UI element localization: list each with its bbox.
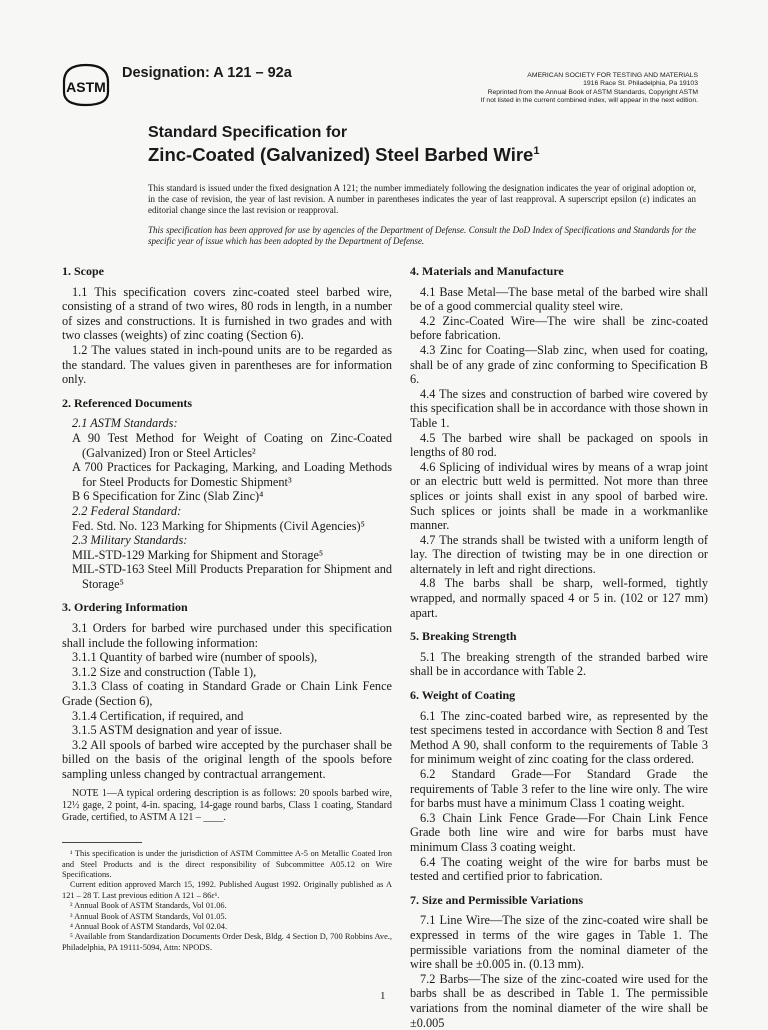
reference-item: MIL-STD-129 Marking for Shipment and Storage⁵	[72, 547, 324, 562]
note: NOTE 1—A typical ordering description is as follows: 20 spools barbed wire, 12½ gage, 2 point, 4-in. spacing, 14-gage round barbs, Class 1 coating, Standard Grade, certified, to ASTM A 121 – ____.	[62, 787, 392, 823]
paragraph: 7.1 Line Wire—The size of the zinc-coated wire shall be expressed in terms of the wire gages in Table 1. The permissible variations from the nominal diameter of the wire shall be ±0.005 in. (0.13 mm).	[410, 913, 708, 972]
section-heading: 1. Scope	[62, 264, 104, 278]
paragraph: 7.2 Barbs—The size of the zinc-coated wire used for the barbs shall be as described in Table 1. The permissible variations from the nominal diameter of the wire shall be ±0.005	[410, 971, 708, 1030]
footnote: ⁴ Annual Book of ASTM Standards, Vol 02.04.	[70, 922, 228, 932]
section-heading: 5. Breaking Strength	[410, 629, 517, 644]
designation: Designation: A 121 – 92a	[122, 65, 292, 81]
paragraph: 1.2 The values stated in inch-pound units are to be regarded as the standard. The values given in parentheses are for information only.	[62, 342, 392, 387]
section-heading: 4. Materials and Manufacture	[410, 264, 564, 278]
reference-item: B 6 Specification for Zinc (Slab Zinc)⁴	[72, 489, 264, 504]
reference-item: Fed. Std. No. 123 Marking for Shipments (Civil Agencies)⁵	[72, 518, 365, 533]
footnote: ² Annual Book of ASTM Standards, Vol 01.06.	[70, 901, 227, 911]
section-heading: 2. Referenced Documents	[62, 395, 193, 410]
publisher-line: Reprinted from the Annual Book of ASTM Standards, Copyright ASTM	[487, 88, 698, 96]
logo-text: ASTM	[66, 79, 106, 95]
paragraph: 4.6 Splicing of individual wires by means of a wrap joint or an electric butt weld is permitted. Not more than three splices or joints shall exist in any spool of barbed wire. Such splices or joints shall be made in a workmanlike manner.	[410, 459, 708, 533]
paragraph: 1.1 This specification covers zinc-coated steel barbed wire, consisting of a strand of two wires, 80 rods in length, in a number of sizes and constructions. It is furnished in two grades and with two classes (weights) of zinc coating (Section 6).	[62, 284, 392, 343]
paragraph: 6.4 The coating weight of the wire for barbs must be tested and certified prior to fabrication.	[410, 854, 708, 884]
footnote: ¹ This specification is under the jurisdiction of ASTM Committee A-5 on Metallic Coated Iron and Steel Products and is the direct responsibility of Subcommittee A05.12 on Wire Specifications.	[62, 849, 392, 880]
footnote-divider	[62, 842, 142, 843]
title-line-2	[148, 144, 539, 166]
title-text: Zinc-Coated (Galvanized) Steel Barbed Wire	[148, 144, 534, 165]
footnote: Current edition approved March 15, 1992. Published August 1992. Originally published as A 121 – 28 T. Last previous edition A 121 – 86ε¹.	[62, 880, 392, 900]
right-column	[410, 264, 708, 1030]
paragraph: 4.8 The barbs shall be sharp, well-formed, tightly wrapped, and normally spaced 4 or 5 in. (102 or 127 mm) apart.	[410, 576, 708, 620]
publisher-line: AMERICAN SOCIETY FOR TESTING AND MATERIALS	[527, 72, 698, 79]
paragraph: 3.1 Orders for barbed wire purchased under this specification shall include the following information:	[62, 621, 392, 650]
page-number: 1	[380, 990, 386, 1002]
paragraph: 4.5 The barbed wire shall be packaged on spools in lengths of 80 rod.	[410, 430, 708, 460]
title-footnote-mark: 1	[533, 144, 540, 157]
left-column	[62, 264, 392, 953]
section-heading: 7. Size and Permissible Variations	[410, 892, 584, 907]
publisher-line: If not listed in the current combined index, will appear in the next edition.	[480, 97, 698, 105]
publisher-block	[420, 72, 698, 106]
title-line-1: Standard Specification for	[148, 124, 348, 141]
paragraph: 3.2 All spools of barbed wire accepted by the purchaser shall be billed on the basis of the original length of the spools before sampling unless changed by contractual arrangement.	[62, 737, 392, 781]
reference-item: A 700 Practices for Packaging, Marking, and Loading Methods for Steel Products for Domestic Shipment³	[72, 460, 392, 489]
paragraph: 6.3 Chain Link Fence Grade—For Chain Link Fence Grade both line wire and wire for barbs must have minimum Class 3 coating weight.	[410, 810, 708, 854]
paragraph: 3.1.4 Certification, if required, and	[72, 708, 244, 723]
footnote: ³ Annual Book of ASTM Standards, Vol 01.05.	[70, 911, 227, 921]
paragraph: 5.1 The breaking strength of the stranded barbed wire shall be in accordance with Table 2.	[410, 649, 708, 679]
dod-paragraph: This specification has been approved for use by agencies of the Department of Defense. Consult the DoD Index of Specifications and Standards for the specific year of issue which has been adopted by the Department of Defense.	[148, 225, 696, 247]
paragraph: 4.7 The strands shall be twisted with a uniform length of lay. The direction of twisting may be in one direction or alternately in left and right directions.	[410, 532, 708, 576]
subheading: 2.3 Military Standards:	[72, 533, 188, 548]
paragraph: 3.1.3 Class of coating in Standard Grade or Chain Link Fence Grade (Section 6),	[62, 679, 392, 709]
reference-item: MIL-STD-163 Steel Mill Products Preparation for Shipment and Storage⁵	[72, 562, 392, 591]
paragraph: 3.1.2 Size and construction (Table 1),	[72, 664, 257, 679]
paragraph: 4.1 Base Metal—The base metal of the barbed wire shall be of a good commercial quality steel wire.	[410, 284, 708, 314]
astm-logo	[60, 62, 112, 108]
paragraph: 3.1.5 ASTM designation and year of issue.	[72, 723, 283, 738]
paragraph: 3.1.1 Quantity of barbed wire (number of spools),	[72, 650, 318, 665]
footnote: ⁵ Available from Standardization Documents Order Desk, Bldg. 4 Section D, 700 Robbins Ave., Philadelphia, PA 19111-5094, Attn: NPODS.	[62, 932, 392, 952]
section-heading: 3. Ordering Information	[62, 600, 188, 615]
subheading: 2.1 ASTM Standards:	[72, 416, 178, 431]
section-heading: 6. Weight of Coating	[410, 688, 516, 703]
paragraph: 6.1 The zinc-coated barbed wire, as represented by the test specimens tested in accordance with Section 8 and Test Method A 90, shall conform to the requirements of Table 3 for minimum weight of zinc coating for the class ordered.	[410, 708, 708, 767]
subheading: 2.2 Federal Standard:	[72, 503, 182, 518]
paragraph: 4.2 Zinc-Coated Wire—The wire shall be zinc-coated before fabrication.	[410, 313, 708, 343]
paragraph: 6.2 Standard Grade—For Standard Grade the requirements of Table 3 refer to the line wire only. The wire for barbs must have a minimum Class 1 coating weight.	[410, 767, 708, 811]
paragraph: 4.4 The sizes and construction of barbed wire covered by this specification shall be in accordance with those shown in Table 1.	[410, 386, 708, 430]
reference-item: A 90 Test Method for Weight of Coating on Zinc-Coated (Galvanized) Iron or Steel Articles²	[72, 430, 392, 460]
paragraph: 4.3 Zinc for Coating—Slab zinc, when used for coating, shall be of any grade of zinc conforming to Specification B 6.	[410, 342, 708, 387]
publisher-line: 1916 Race St. Philadelphia, Pa 19103	[583, 80, 698, 88]
intro-paragraph: This standard is issued under the fixed designation A 121; the number immediately following the designation indicates the year of original adoption or, in the case of revision, the year of last revision. A number in parentheses indicates the year of last reapproval. A superscript epsilon (ε) indicates an editorial change since the last revision or reapproval.	[148, 183, 696, 216]
